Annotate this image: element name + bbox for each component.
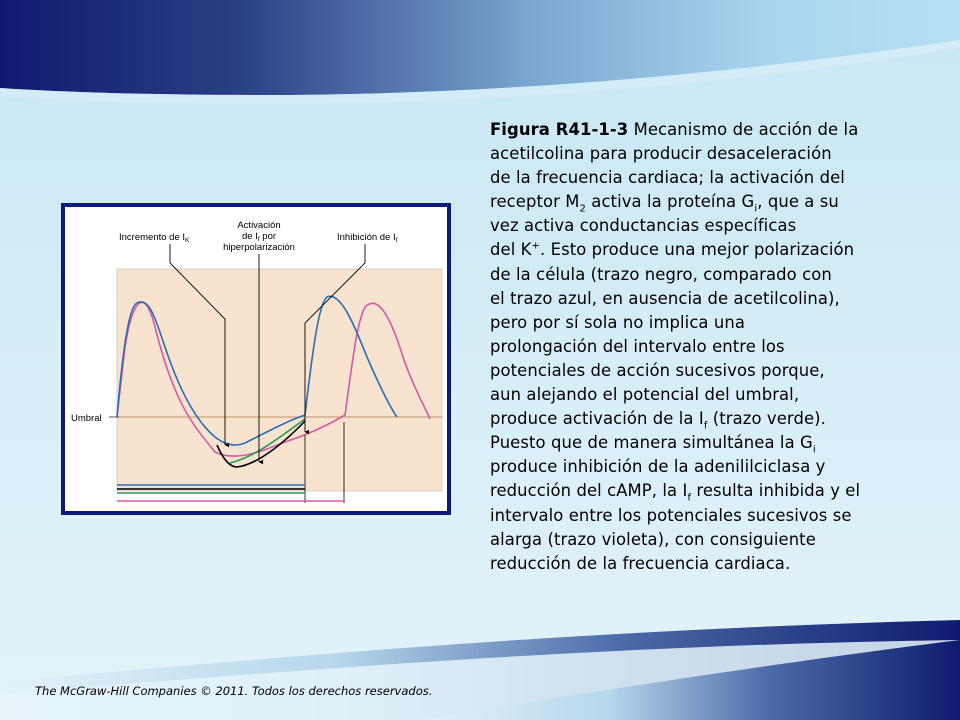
figure-caption: [490, 118, 942, 576]
caption-line-17: intervalo entre los potenciales sucesivos se: [490, 505, 852, 525]
label-activacion-2: de $I_f$ por: [241, 231, 277, 243]
caption-line-5: vez activa conductancias específicas: [490, 216, 797, 236]
caption-line-6: del K+. Esto produce una mejor polarización: [490, 240, 855, 260]
top-banner: [0, 0, 960, 130]
label-umbral: Umbral: [71, 413, 102, 424]
caption-line-15: produce inhibición de la adenililciclasa y: [490, 457, 826, 477]
bottom-banner: [0, 620, 960, 720]
caption-line-2: acetilcolina para producir desaceleración: [490, 144, 832, 164]
caption-line-3: de la frecuencia cardiaca; la activación del: [490, 168, 845, 188]
caption-line-18: alarga (trazo violeta), con consiguiente: [490, 529, 816, 549]
label-activacion-1: Activación: [237, 220, 281, 231]
copyright-footer: The McGraw-Hill Companies © 2011. Todos los derechos reservados.: [35, 684, 433, 698]
caption-line-12: aun alejando el potencial del umbral,: [490, 385, 800, 405]
figure-frame: [61, 203, 451, 515]
plot-area: [117, 269, 442, 491]
caption-title: Figura R41-1-3: [490, 120, 629, 139]
caption-line-11: potenciales de acción sucesivos porque,: [490, 360, 825, 380]
caption-line-7: de la célula (trazo negro, comparado con: [490, 264, 832, 284]
caption-line-9: pero por sí sola no implica una: [490, 312, 746, 332]
caption-line-1: Mecanismo de acción de la: [628, 120, 859, 139]
caption-line-4: receptor $M_2$ activa la proteína $G_i$, que a su: [490, 192, 839, 215]
caption-line-8: el trazo azul, en ausencia de acetilcolina),: [490, 288, 840, 308]
caption-line-10: prolongación del intervalo entre los: [490, 336, 785, 356]
caption-line-16: reducción del cAMP, la $I_f$ resulta inhibida y el: [490, 481, 861, 504]
label-activacion-3: hiperpolarización: [223, 242, 295, 253]
label-inhibicion: Inhibición de $I_f$: [337, 232, 398, 244]
caption-line-14: Puesto que de manera simultánea la $G_i$: [490, 433, 816, 456]
caption-line-13: produce activación de la $I_f$ (trazo verde).: [490, 409, 826, 432]
caption-line-19: reducción de la frecuencia cardiaca.: [490, 553, 791, 573]
label-incremento: Incremento de $I_K$: [119, 232, 190, 244]
action-potential-figure: [65, 207, 447, 511]
